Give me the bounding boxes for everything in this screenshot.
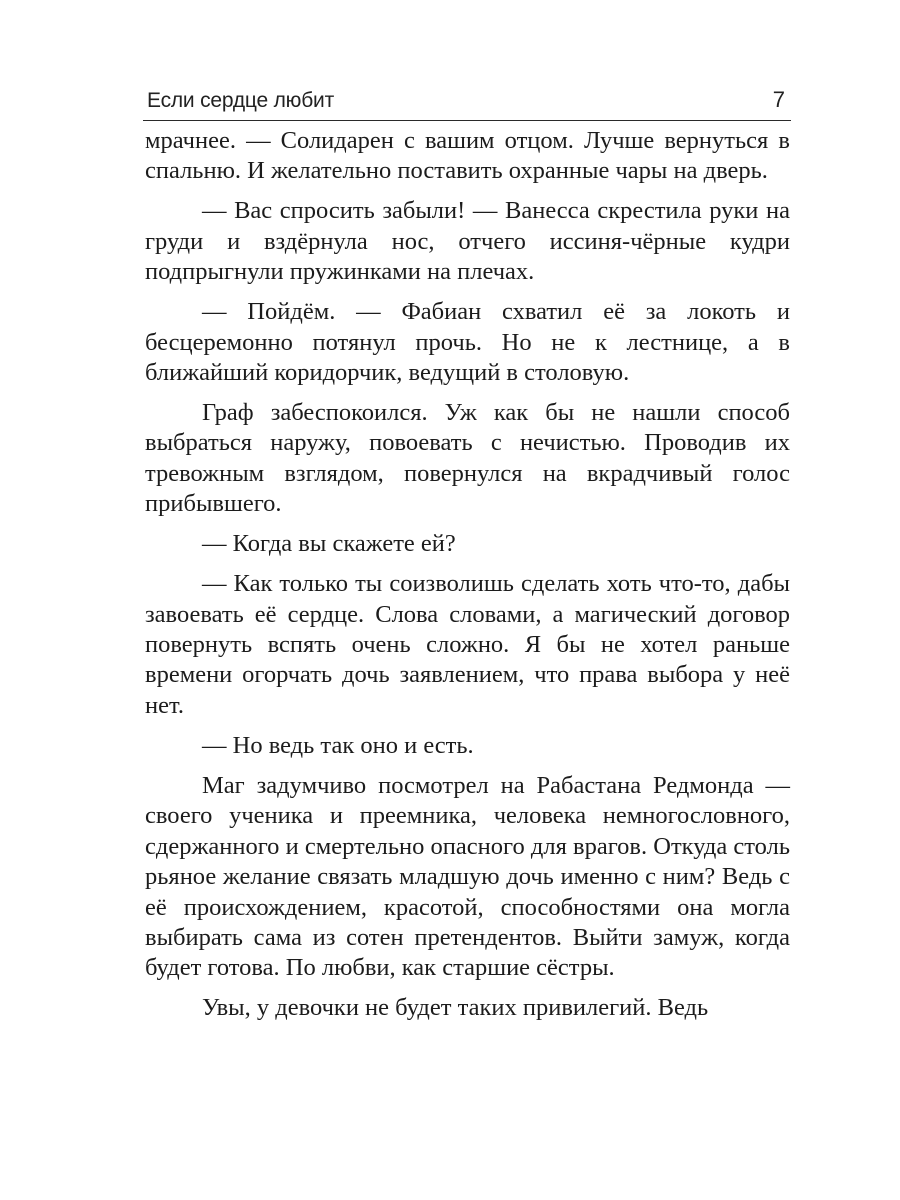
- paragraph: — Как только ты соизволишь сделать хоть что-то, дабы завоевать её сердце. Слова словами, а магический договор повернуть вспять очень сложно. Я бы не хотел раньше времени огорчать дочь заявлением, что права выбора у неё нет.: [145, 570, 790, 719]
- header-divider: [143, 120, 791, 121]
- body-text: [145, 126, 790, 1024]
- paragraph: — Когда вы скажете ей?: [202, 530, 456, 558]
- paragraph: Граф забеспокоился. Уж как бы не нашли способ выбраться наружу, повоевать с нечистью. Проводив их тревожным взглядом, повернулся на вкрадчивый голос прибывшего.: [145, 399, 790, 518]
- paragraph: мрачнее. — Солидарен с вашим отцом. Лучше вернуться в спальню. И желательно поставить охранные чары на дверь.: [145, 127, 790, 185]
- running-head: [143, 80, 791, 120]
- paragraph: — Но ведь так оно и есть.: [202, 731, 474, 759]
- paragraph: — Пойдём. — Фабиан схватил её за локоть и бесцеремонно потянул прочь. Но не к лестнице, а в ближайший коридорчик, ведущий в столовую.: [145, 298, 790, 387]
- paragraph: Увы, у девочки не будет таких привилегий. Ведь: [202, 994, 709, 1022]
- page-number: 7: [772, 87, 785, 112]
- paragraph: Маг задумчиво посмотрел на Рабастана Редмонда — своего ученика и преемника, человека немногословного, сдержанного и смертельно опасного для врагов. Откуда столь рьяное желание связать младшую дочь именно с ним? Ведь с её происхождением, красотой, способностями она могла выбирать сама из сотен претендентов. Выйти замуж, когда будет готова. По любви, как старшие сёстры.: [145, 771, 790, 982]
- paragraph: — Вас спросить забыли! — Ванесса скрестила руки на груди и вздёрнула нос, отчего иссиня-чёрные кудри подпрыгнули пружинками на плечах.: [145, 197, 790, 286]
- book-title: Если сердце любит: [147, 89, 335, 112]
